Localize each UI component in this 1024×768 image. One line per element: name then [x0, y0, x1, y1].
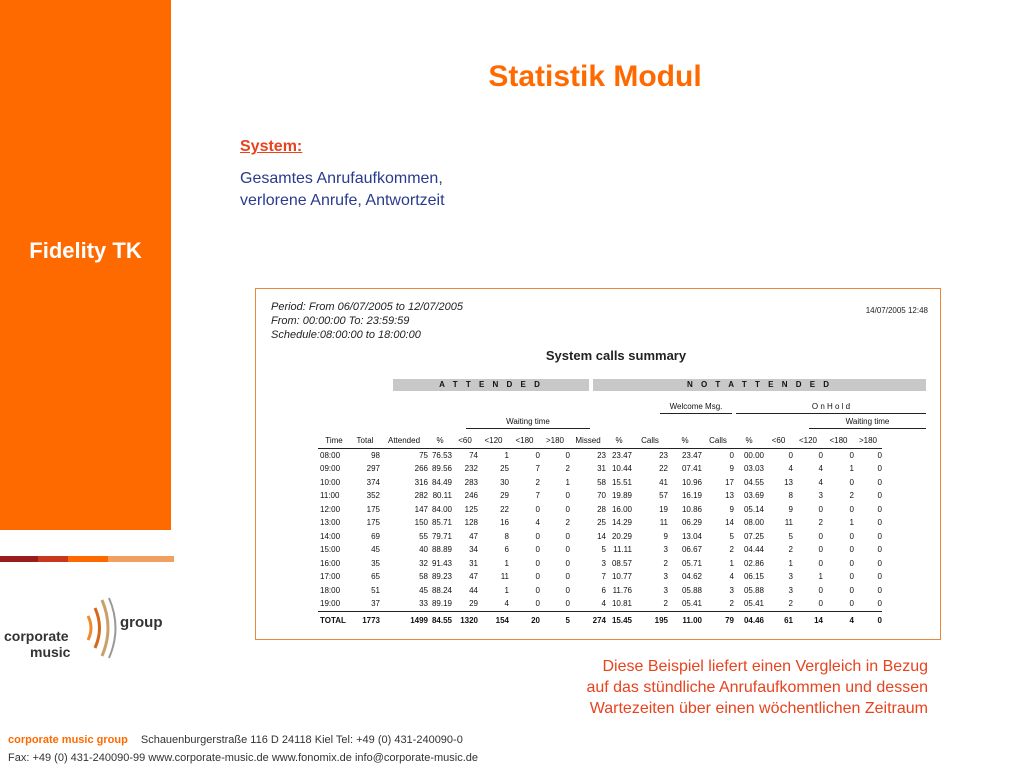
table-cell: 0 [535, 531, 540, 541]
total-cell: 1773 [350, 611, 380, 630]
table-cell: 3 [788, 572, 793, 582]
table-cell: 44 [469, 585, 478, 595]
table-row [318, 448, 882, 462]
table-cell: 283 [464, 477, 478, 487]
table-cell: 08.00 [743, 518, 764, 528]
column-header: Attended [380, 434, 428, 448]
table-cell: 2 [729, 545, 734, 555]
table-cell: 10.86 [681, 504, 702, 514]
total-cell: 4 [823, 611, 854, 630]
description: Gesamtes Anrufaufkommen, verlorene Anrufe, Antwortzeit [240, 170, 445, 209]
table-cell: 0 [877, 477, 882, 487]
table-cell: 23.47 [681, 450, 702, 460]
table-cell: 7 [535, 464, 540, 474]
system-label: System: [240, 138, 303, 155]
table-cell: 0 [565, 450, 570, 460]
table-cell: 16:00 [320, 558, 341, 568]
table-cell: 0 [818, 585, 823, 595]
table-cell: 14 [597, 531, 606, 541]
waiting-underline-onhold [809, 428, 926, 429]
table-cell: 05.41 [681, 599, 702, 609]
table-cell: 84.49 [431, 477, 452, 487]
table-cell: 19 [659, 504, 668, 514]
table-cell: 10:00 [320, 477, 341, 487]
table-cell: 14:00 [320, 531, 341, 541]
total-cell: 61 [764, 611, 793, 630]
table-cell: 9 [729, 504, 734, 514]
table-row [318, 489, 882, 503]
table-cell: 0 [818, 450, 823, 460]
table-cell: 34 [469, 545, 478, 555]
table-cell: 2 [849, 491, 854, 501]
column-header: <180 [823, 434, 854, 448]
table-cell: 1 [729, 558, 734, 568]
table-cell: 3 [663, 545, 668, 555]
column-header: >180 [540, 434, 570, 448]
table-cell: 0 [818, 531, 823, 541]
table-cell: 23.47 [611, 450, 632, 460]
table-cell: 22 [500, 504, 509, 514]
table-cell: 13 [784, 477, 793, 487]
table-cell: 13:00 [320, 518, 341, 528]
table-cell: 13 [725, 491, 734, 501]
table-cell: 0 [535, 572, 540, 582]
table-cell: 11 [659, 518, 668, 528]
column-header: Calls [702, 434, 734, 448]
table-cell: 20.29 [611, 531, 632, 541]
column-header: Missed [570, 434, 606, 448]
table-cell: 10.77 [611, 572, 632, 582]
table-cell: 5 [788, 531, 793, 541]
total-cell: 195 [632, 611, 668, 630]
table-cell: 7 [535, 491, 540, 501]
table-cell: 22 [659, 464, 668, 474]
column-header: % [668, 434, 702, 448]
table-cell: 6 [504, 545, 509, 555]
report-timestamp: 14/07/2005 12:48 [865, 306, 928, 315]
table-cell: 1 [504, 558, 509, 568]
table-cell: 28 [597, 504, 606, 514]
table-row [318, 570, 882, 584]
table-cell: 150 [414, 518, 428, 528]
table-cell: 2 [663, 599, 668, 609]
table-cell: 07.25 [743, 531, 764, 541]
table-cell: 02.86 [743, 558, 764, 568]
table-cell: 0 [877, 558, 882, 568]
footnote: Diese Beispiel liefert einen Vergleich in Bezug auf das stündliche Anrufaufkommen und dessen Wartezeiten über einen wöchentlichen Zeitraum [586, 658, 928, 717]
table-cell: 14 [725, 518, 734, 528]
table-cell: 10.44 [611, 464, 632, 474]
total-cell: 5 [540, 611, 570, 630]
table-cell: 0 [535, 450, 540, 460]
table-cell: 70 [597, 491, 606, 501]
table-cell: 47 [469, 531, 478, 541]
table-cell: 31 [469, 558, 478, 568]
column-header: <180 [509, 434, 540, 448]
table-cell: 25 [500, 464, 509, 474]
total-cell: 79 [702, 611, 734, 630]
not-attended-bar: N O T A T T E N D E D [593, 379, 926, 391]
report-panel [255, 288, 941, 640]
total-row [318, 611, 882, 630]
table-cell: 0 [849, 531, 854, 541]
table-cell: 2 [788, 545, 793, 555]
table-cell: 16 [500, 518, 509, 528]
total-cell: 14 [793, 611, 823, 630]
report-period: Period: From 06/07/2005 to 12/07/2005 From: 00:00:00 To: 23:59:59 Schedule:08:00:00 to 18:00:00 [271, 301, 464, 341]
table-cell: 0 [818, 599, 823, 609]
table-cell: 05.88 [681, 585, 702, 595]
table-cell: 125 [464, 504, 478, 514]
table-cell: 282 [414, 491, 428, 501]
table-cell: 0 [565, 504, 570, 514]
table-cell: 12:00 [320, 504, 341, 514]
table-cell: 0 [818, 545, 823, 555]
table-cell: 04.55 [743, 477, 764, 487]
table-cell: 17:00 [320, 572, 341, 582]
table-cell: 3 [663, 585, 668, 595]
table-cell: 15.51 [611, 477, 632, 487]
total-cell: 20 [509, 611, 540, 630]
table-cell: 4 [504, 599, 509, 609]
table-row [318, 543, 882, 557]
table-cell: 2 [663, 558, 668, 568]
table-cell: 2 [788, 599, 793, 609]
table-cell: 316 [414, 477, 428, 487]
footer-line-1: corporate music group Schauenburgerstraße 116 D 24118 Kiel Tel: +49 (0) 431-240090-0 [8, 734, 463, 746]
table-cell: 05.71 [681, 558, 702, 568]
table-cell: 0 [535, 558, 540, 568]
decorative-stripe [0, 556, 174, 562]
table-cell: 16.00 [611, 504, 632, 514]
table-cell: 1 [504, 450, 509, 460]
table-cell: 5 [601, 545, 606, 555]
table-cell: 0 [849, 572, 854, 582]
table-cell: 08:00 [320, 450, 341, 460]
table-cell: 17 [725, 477, 734, 487]
table-cell: 2 [565, 518, 570, 528]
table-row [318, 557, 882, 571]
table-cell: 40 [419, 545, 428, 555]
total-cell: 84.55 [428, 611, 452, 630]
table-cell: 45 [419, 585, 428, 595]
table-cell: 7 [601, 572, 606, 582]
table-cell: 4 [818, 464, 823, 474]
table-cell: 19.89 [611, 491, 632, 501]
welcome-underline [660, 413, 732, 414]
table-cell: 04.44 [743, 545, 764, 555]
table-cell: 75 [419, 450, 428, 460]
table-cell: 266 [414, 464, 428, 474]
brand-title: Fidelity TK [29, 238, 142, 263]
table-cell: 47 [469, 572, 478, 582]
table-cell: 4 [601, 599, 606, 609]
table-cell: 0 [565, 572, 570, 582]
table-cell: 32 [419, 558, 428, 568]
table-cell: 29 [469, 599, 478, 609]
table-cell: 0 [877, 504, 882, 514]
table-cell: 03.69 [743, 491, 764, 501]
table-cell: 4 [818, 477, 823, 487]
total-cell: 154 [478, 611, 509, 630]
column-header: <60 [764, 434, 793, 448]
table-cell: 1 [818, 572, 823, 582]
table-cell: 37 [371, 599, 380, 609]
table-cell: 00.00 [743, 450, 764, 460]
table-cell: 128 [464, 518, 478, 528]
waiting-time-label-attended: Waiting time [506, 417, 550, 426]
table-cell: 13.04 [681, 531, 702, 541]
table-cell: 84.00 [431, 504, 452, 514]
total-cell: 274 [570, 611, 606, 630]
table-cell: 5 [729, 531, 734, 541]
column-header: <120 [793, 434, 823, 448]
table-cell: 31 [597, 464, 606, 474]
waiting-underline-attended [466, 428, 590, 429]
table-cell: 0 [565, 491, 570, 501]
table-cell: 1 [788, 558, 793, 568]
table-cell: 175 [366, 504, 380, 514]
table-cell: 58 [419, 572, 428, 582]
table-cell: 0 [535, 599, 540, 609]
table-cell: 0 [535, 545, 540, 555]
table-cell: 15:00 [320, 545, 341, 555]
table-header-row [318, 434, 882, 448]
table-cell: 08.57 [611, 558, 632, 568]
logo-waves-icon [82, 596, 122, 660]
table-cell: 89.19 [431, 599, 452, 609]
waiting-time-label-onhold: Waiting time [845, 417, 890, 426]
table-cell: 06.67 [681, 545, 702, 555]
table-cell: 88.89 [431, 545, 452, 555]
table-cell: 8 [788, 491, 793, 501]
table-cell: 0 [877, 464, 882, 474]
table-cell: 0 [565, 531, 570, 541]
table-cell: 0 [818, 558, 823, 568]
table-cell: 05.14 [743, 504, 764, 514]
total-cell: 15.45 [606, 611, 632, 630]
on-hold-underline [736, 413, 926, 414]
table-cell: 98 [371, 450, 380, 460]
table-cell: 23 [597, 450, 606, 460]
table-cell: 03.03 [743, 464, 764, 474]
table-cell: 85.71 [431, 518, 452, 528]
table-cell: 0 [535, 585, 540, 595]
table-cell: 3 [601, 558, 606, 568]
page-title: Statistik Modul [488, 60, 702, 93]
table-cell: 8 [504, 531, 509, 541]
table-cell: 0 [877, 491, 882, 501]
column-header: Total [350, 434, 380, 448]
table-cell: 9 [729, 464, 734, 474]
table-cell: 89.56 [431, 464, 452, 474]
table-cell: 3 [729, 585, 734, 595]
table-cell: 16.19 [681, 491, 702, 501]
table-cell: 09:00 [320, 464, 341, 474]
table-cell: 1 [565, 477, 570, 487]
table-cell: 06.15 [743, 572, 764, 582]
table-cell: 147 [414, 504, 428, 514]
table-cell: 51 [371, 585, 380, 595]
table-cell: 0 [535, 504, 540, 514]
sidebar-band [0, 0, 171, 530]
calls-table [318, 434, 882, 630]
table-cell: 246 [464, 491, 478, 501]
table-cell: 29 [500, 491, 509, 501]
table-cell: 35 [371, 558, 380, 568]
table-cell: 0 [729, 450, 734, 460]
column-header: Calls [632, 434, 668, 448]
table-cell: 1 [849, 464, 854, 474]
table-cell: 10.96 [681, 477, 702, 487]
table-cell: 10.81 [611, 599, 632, 609]
summary-title: System calls summary [545, 348, 687, 363]
table-cell: 297 [366, 464, 380, 474]
table-cell: 06.29 [681, 518, 702, 528]
table-cell: 0 [877, 545, 882, 555]
table-row [318, 584, 882, 598]
table-cell: 2 [729, 599, 734, 609]
table-cell: 4 [788, 464, 793, 474]
table-cell: 0 [877, 531, 882, 541]
table-cell: 0 [877, 599, 882, 609]
total-cell: 1320 [452, 611, 478, 630]
table-cell: 0 [849, 599, 854, 609]
column-header: <120 [478, 434, 509, 448]
on-hold-label: O n H o l d [811, 402, 851, 411]
attended-bar: A T T E N D E D [393, 379, 589, 391]
table-cell: 25 [597, 518, 606, 528]
table-cell: 45 [371, 545, 380, 555]
table-cell: 1 [849, 518, 854, 528]
table-cell: 232 [464, 464, 478, 474]
table-cell: 374 [366, 477, 380, 487]
table-cell: 1 [504, 585, 509, 595]
table-cell: 0 [565, 585, 570, 595]
table-cell: 9 [788, 504, 793, 514]
table-cell: 2 [818, 518, 823, 528]
table-cell: 11.76 [612, 585, 632, 595]
table-cell: 0 [565, 558, 570, 568]
total-cell: 11.00 [668, 611, 702, 630]
total-cell: 1499 [380, 611, 428, 630]
table-row [318, 516, 882, 530]
table-cell: 76.53 [431, 450, 452, 460]
table-cell: 2 [535, 477, 540, 487]
table-cell: 14.29 [611, 518, 632, 528]
table-cell: 0 [849, 450, 854, 460]
table-cell: 79.71 [431, 531, 452, 541]
table-cell: 74 [469, 450, 478, 460]
column-header: <60 [452, 434, 478, 448]
table-cell: 89.23 [431, 572, 452, 582]
table-row [318, 476, 882, 490]
total-cell: TOTAL [318, 611, 350, 630]
table-cell: 91.43 [431, 558, 452, 568]
table-cell: 3 [818, 491, 823, 501]
table-cell: 23 [659, 450, 668, 460]
table-cell: 05.88 [743, 585, 764, 595]
table-row [318, 462, 882, 476]
table-cell: 0 [849, 585, 854, 595]
table-cell: 0 [818, 504, 823, 514]
table-cell: 11 [500, 572, 509, 582]
table-cell: 11:00 [320, 491, 340, 501]
table-cell: 3 [788, 585, 793, 595]
table-cell: 9 [663, 531, 668, 541]
company-logo: corporate music group [0, 590, 175, 670]
table-cell: 4 [729, 572, 734, 582]
table-cell: 0 [877, 585, 882, 595]
table-cell: 58 [597, 477, 606, 487]
table-cell: 0 [788, 450, 793, 460]
table-cell: 69 [371, 531, 380, 541]
table-row [318, 503, 882, 517]
table-cell: 0 [849, 558, 854, 568]
table-cell: 04.62 [681, 572, 702, 582]
table-cell: 175 [366, 518, 380, 528]
table-cell: 41 [659, 477, 668, 487]
table-cell: 05.41 [743, 599, 764, 609]
table-cell: 11.11 [613, 545, 632, 555]
table-cell: 352 [366, 491, 380, 501]
column-header: % [734, 434, 764, 448]
table-cell: 11 [784, 518, 793, 528]
table-cell: 18:00 [320, 585, 341, 595]
welcome-msg-label: Welcome Msg. [669, 402, 723, 411]
table-cell: 4 [535, 518, 540, 528]
table-cell: 2 [565, 464, 570, 474]
table-cell: 88.24 [431, 585, 452, 595]
column-header: % [606, 434, 632, 448]
total-cell: 04.46 [734, 611, 764, 630]
table-cell: 65 [371, 572, 380, 582]
column-header: Time [318, 434, 350, 448]
table-cell: 80.11 [432, 491, 452, 501]
table-row [318, 530, 882, 544]
table-cell: 0 [877, 518, 882, 528]
table-cell: 0 [565, 545, 570, 555]
table-cell: 0 [565, 599, 570, 609]
table-cell: 0 [877, 450, 882, 460]
table-cell: 57 [659, 491, 668, 501]
table-cell: 19:00 [320, 599, 341, 609]
table-cell: 6 [601, 585, 606, 595]
table-cell: 55 [419, 531, 428, 541]
footer-line-2: Fax: +49 (0) 431-240090-99 www.corporate-music.de www.fonomix.de info@corporate-music.de [8, 752, 479, 764]
total-cell: 0 [854, 611, 882, 630]
table-cell: 3 [663, 572, 668, 582]
column-header: % [428, 434, 452, 448]
column-header: >180 [854, 434, 882, 448]
table-cell: 0 [849, 545, 854, 555]
table-cell: 07.41 [681, 464, 702, 474]
table-cell: 0 [849, 504, 854, 514]
table-row [318, 597, 882, 611]
table-cell: 33 [419, 599, 428, 609]
table-cell: 0 [877, 572, 882, 582]
table-cell: 30 [500, 477, 509, 487]
table-cell: 0 [849, 477, 854, 487]
